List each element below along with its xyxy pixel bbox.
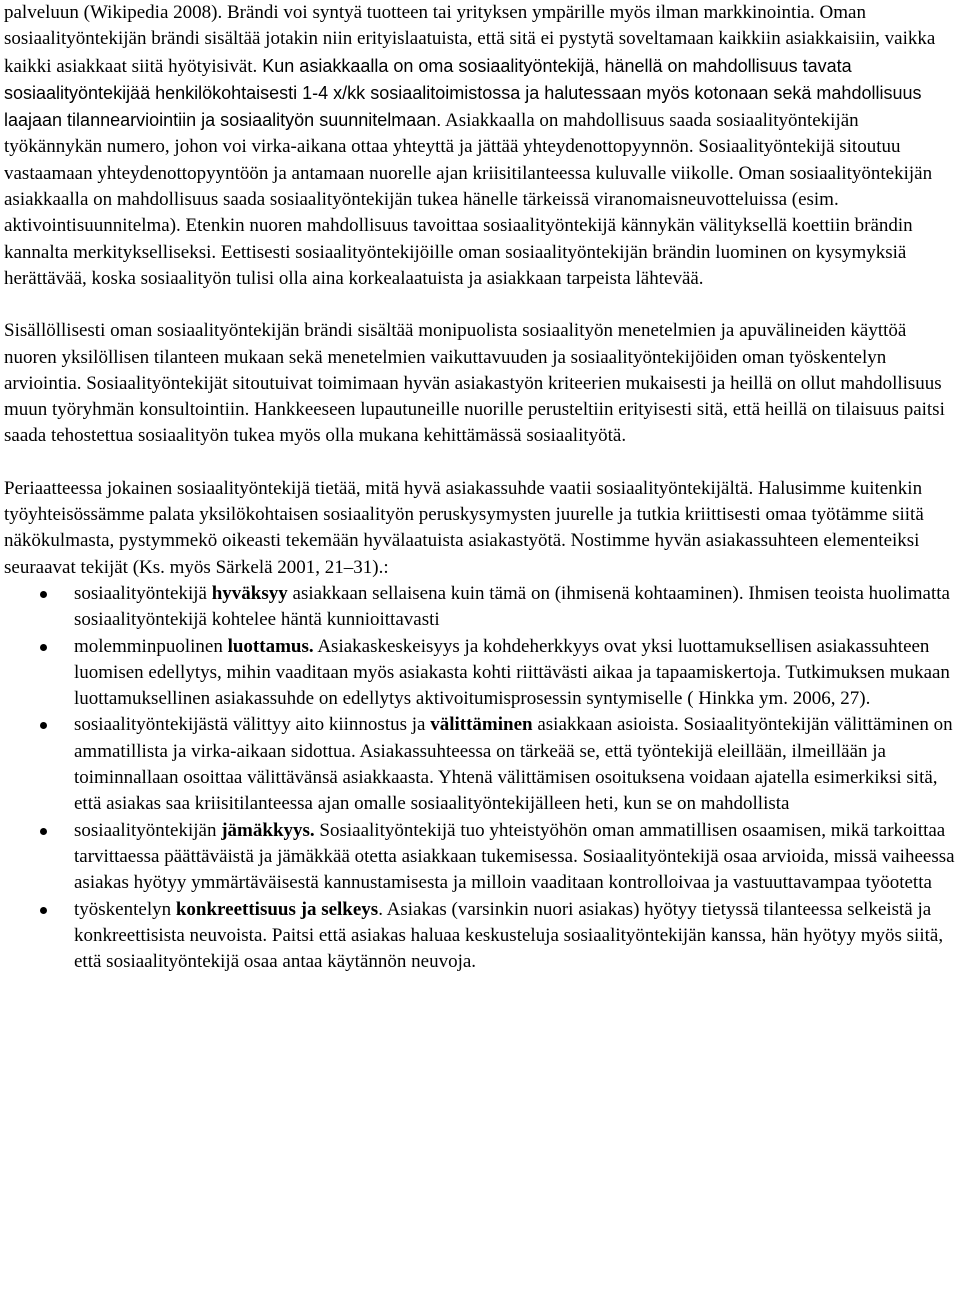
list-item <box>4 818 956 897</box>
list-item-pre: molemminpuolinen <box>74 635 228 657</box>
paragraph-brand-content: Sisällöllisesti oman sosiaalityöntekijän brändi sisältää monipuolista sosiaalityön menetelmien ja apuvälineiden käyttöä nuoren yksilöllisen tilanteen mukaan sekä menetelmien vaikuttavuuden ja sosiaalityöntekijöiden oman työskentelyn arviointia. Sosiaalityöntekijät sitoutuivat toimimaan hyvän asiakastyön kriteerien mukaisesti ja heillä on ollut mahdollisuus muun työryhmän konsultointiin. Hankkeeseen lupautuneille nuorille perusteltiin erityisesti sitä, että heillä on tilaisuus paitsi saada tehostettua sosiaalityön tukea myös olla mukana kehittämässä sosiaalityötä. <box>4 320 945 447</box>
paragraph-brand-intro-part3: Asiakkaalla on mahdollisuus saada sosiaalityöntekijän työkännykän numero, johon voi virka-aikana ottaa yhteyttä ja jättää yhteydenottopyynnön. Sosiaalityöntekijä sitoutuu vastaamaan yhteydenottopyyntöön ja antamaan nuorelle ajan kriisitilanteessa kuluvalle viikolle. Oman sosiaalityöntekijän asiakkaalla on mahdollisuus saada sosiaalityöntekijän tukea hänelle tärkeissä viranomaisneuvotteluissa (esim. aktivointisuunnitelma). Etenkin nuoren mahdollisuus tavoittaa sosiaalityöntekijä kännykän välityksellä koettiin brändin kannalta merkitykselliseksi. Eettisesti sosiaalityöntekijöille oman sosiaalityöntekijän brändin luominen on kysymyksiä herättävää, koska sosiaalityön tulisi olla aina korkealaatuista ja asiakkaan tarpeista lähtevää. <box>4 110 933 289</box>
list-item-post: . Asiakas (varsinkin nuori asiakas) hyötyy tietyssä tilanteessa selkeistä ja konkreettisista neuvoista. Paitsi että asiakas haluaa keskusteluja sosiaalityöntekijän kanssa, hän hyötyy myös siitä, että sosiaalityöntekijä osaa antaa käytännön neuvoja. <box>74 898 944 973</box>
list-item <box>4 897 956 976</box>
list-item-keyword: hyväksyy <box>211 582 288 604</box>
bullet-icon <box>40 591 47 598</box>
paragraph-brand-intro-part2: Kun asiakkaalla on oma sosiaalityöntekijä, hänellä on mahdollisuus tavata sosiaalityöntekijää henkilökohtaisesti 1-4 x/kk sosiaalitoimistossa ja halutessaan myös kotonaan sekä mahdollisuus laajaan tilannearviointiin ja sosiaalityön suunnitelmaan. <box>4 55 922 131</box>
list-item-post: asiakkaan asioista. Sosiaalityöntekijän välittäminen on ammatillista ja virka-aikaan sidottua. Asiakassuhteessa on tärkeää se, että työntekijä eleillään, ilmeillään ja toiminnallaan osoittaa välittävänsä asiakkaasta. Yhtenä välittämisen osoituksena voidaan ajatella esimerkiksi sitä, että asiakas saa kriisitilanteessa ajan omalle sosiaalityöntekijälleen heti, kun se on mahdollista <box>74 714 953 815</box>
list-item-keyword: luottamus. <box>227 635 314 657</box>
list-item <box>4 712 956 817</box>
list-item-pre: sosiaalityöntekijän <box>74 819 222 841</box>
list-item <box>4 634 956 713</box>
paragraph-client-relationship: Periaatteessa jokainen sosiaalityöntekijä tietää, mitä hyvä asiakassuhde vaatii sosiaalityöntekijältä. Halusimme kuitenkin työyhteisössämme palata yksilökohtaisen sosiaalityön peruskysymysten juurelle ja tutkia kriittisesti omaa työtämme siitä näkökulmasta, pystymmekö oikeasti tekemään hyvälaatuista asiakastyötä. Nostimme hyvän asiakassuhteen elementeiksi seuraavat tekijät (Ks. myös Särkelä 2001, 21–31).: <box>4 477 924 578</box>
list-item-pre: työskentelyn <box>74 898 176 920</box>
list-item-post: Asiakaskeskeisyys ja kohdeherkkyys ovat yksi luottamuksellisen asiakassuhteen luomisen edellytys, mihin vaaditaan myös asiakasta kohti riittävästi aikaa ja tapaamiskertoja. Tutkimuksen mukaan luottamuksellinen asiakassuhde on edellytys aktivoitumisprosessin syntymiselle ( Hinkka ym. 2006, 27). <box>74 635 950 710</box>
paragraph-brand-intro-part1: palveluun (Wikipedia 2008). Brändi voi syntyä tuotteen tai yrityksen ympärille myös ilman markkinointia. Oman sosiaalityöntekijän brändi sisältää jotakin niin erityislaatuista, että sitä ei pystytä soveltamaan kaikkiin asiakkaisiin, vaikka kaikki asiakkaat siitä hyötyisivät. <box>4 2 936 77</box>
bullet-icon <box>40 828 47 835</box>
list-item-keyword: jämäkkyys. <box>221 819 315 841</box>
list-item-keyword: konkreettisuus ja selkeys <box>175 898 379 920</box>
bullet-icon <box>40 644 47 651</box>
relationship-elements-list <box>4 581 956 975</box>
list-item-post: Sosiaalityöntekijä tuo yhteistyöhön oman ammatillisen osaamisen, mikä tarkoittaa tarvittaessa päättäväistä ja jämäkkää otetta asiakkaan tukemisessa. Sosiaalityöntekijä osaa arvioida, missä vaiheessa asiakas hyötyy ymmärtäväisestä kannustamisesta ja milloin vaaditaan kontrolloivaa ja vastuuttavampaa työotetta <box>74 819 955 894</box>
list-item-pre: sosiaalityöntekijästä välittyy aito kiinnostus ja <box>74 714 431 736</box>
paragraph-brand-intro <box>4 0 956 292</box>
list-item-keyword: välittäminen <box>430 714 533 736</box>
list-item-post: asiakkaan sellaisena kuin tämä on (ihmisenä kohtaaminen). Ihmisen teoista huolimatta sosiaalityöntekijä kohtelee häntä kunnioittavasti <box>74 582 950 631</box>
list-item <box>4 581 956 634</box>
bullet-icon <box>40 907 47 914</box>
bullet-icon <box>40 722 47 729</box>
list-item-pre: sosiaalityöntekijä <box>74 582 212 604</box>
